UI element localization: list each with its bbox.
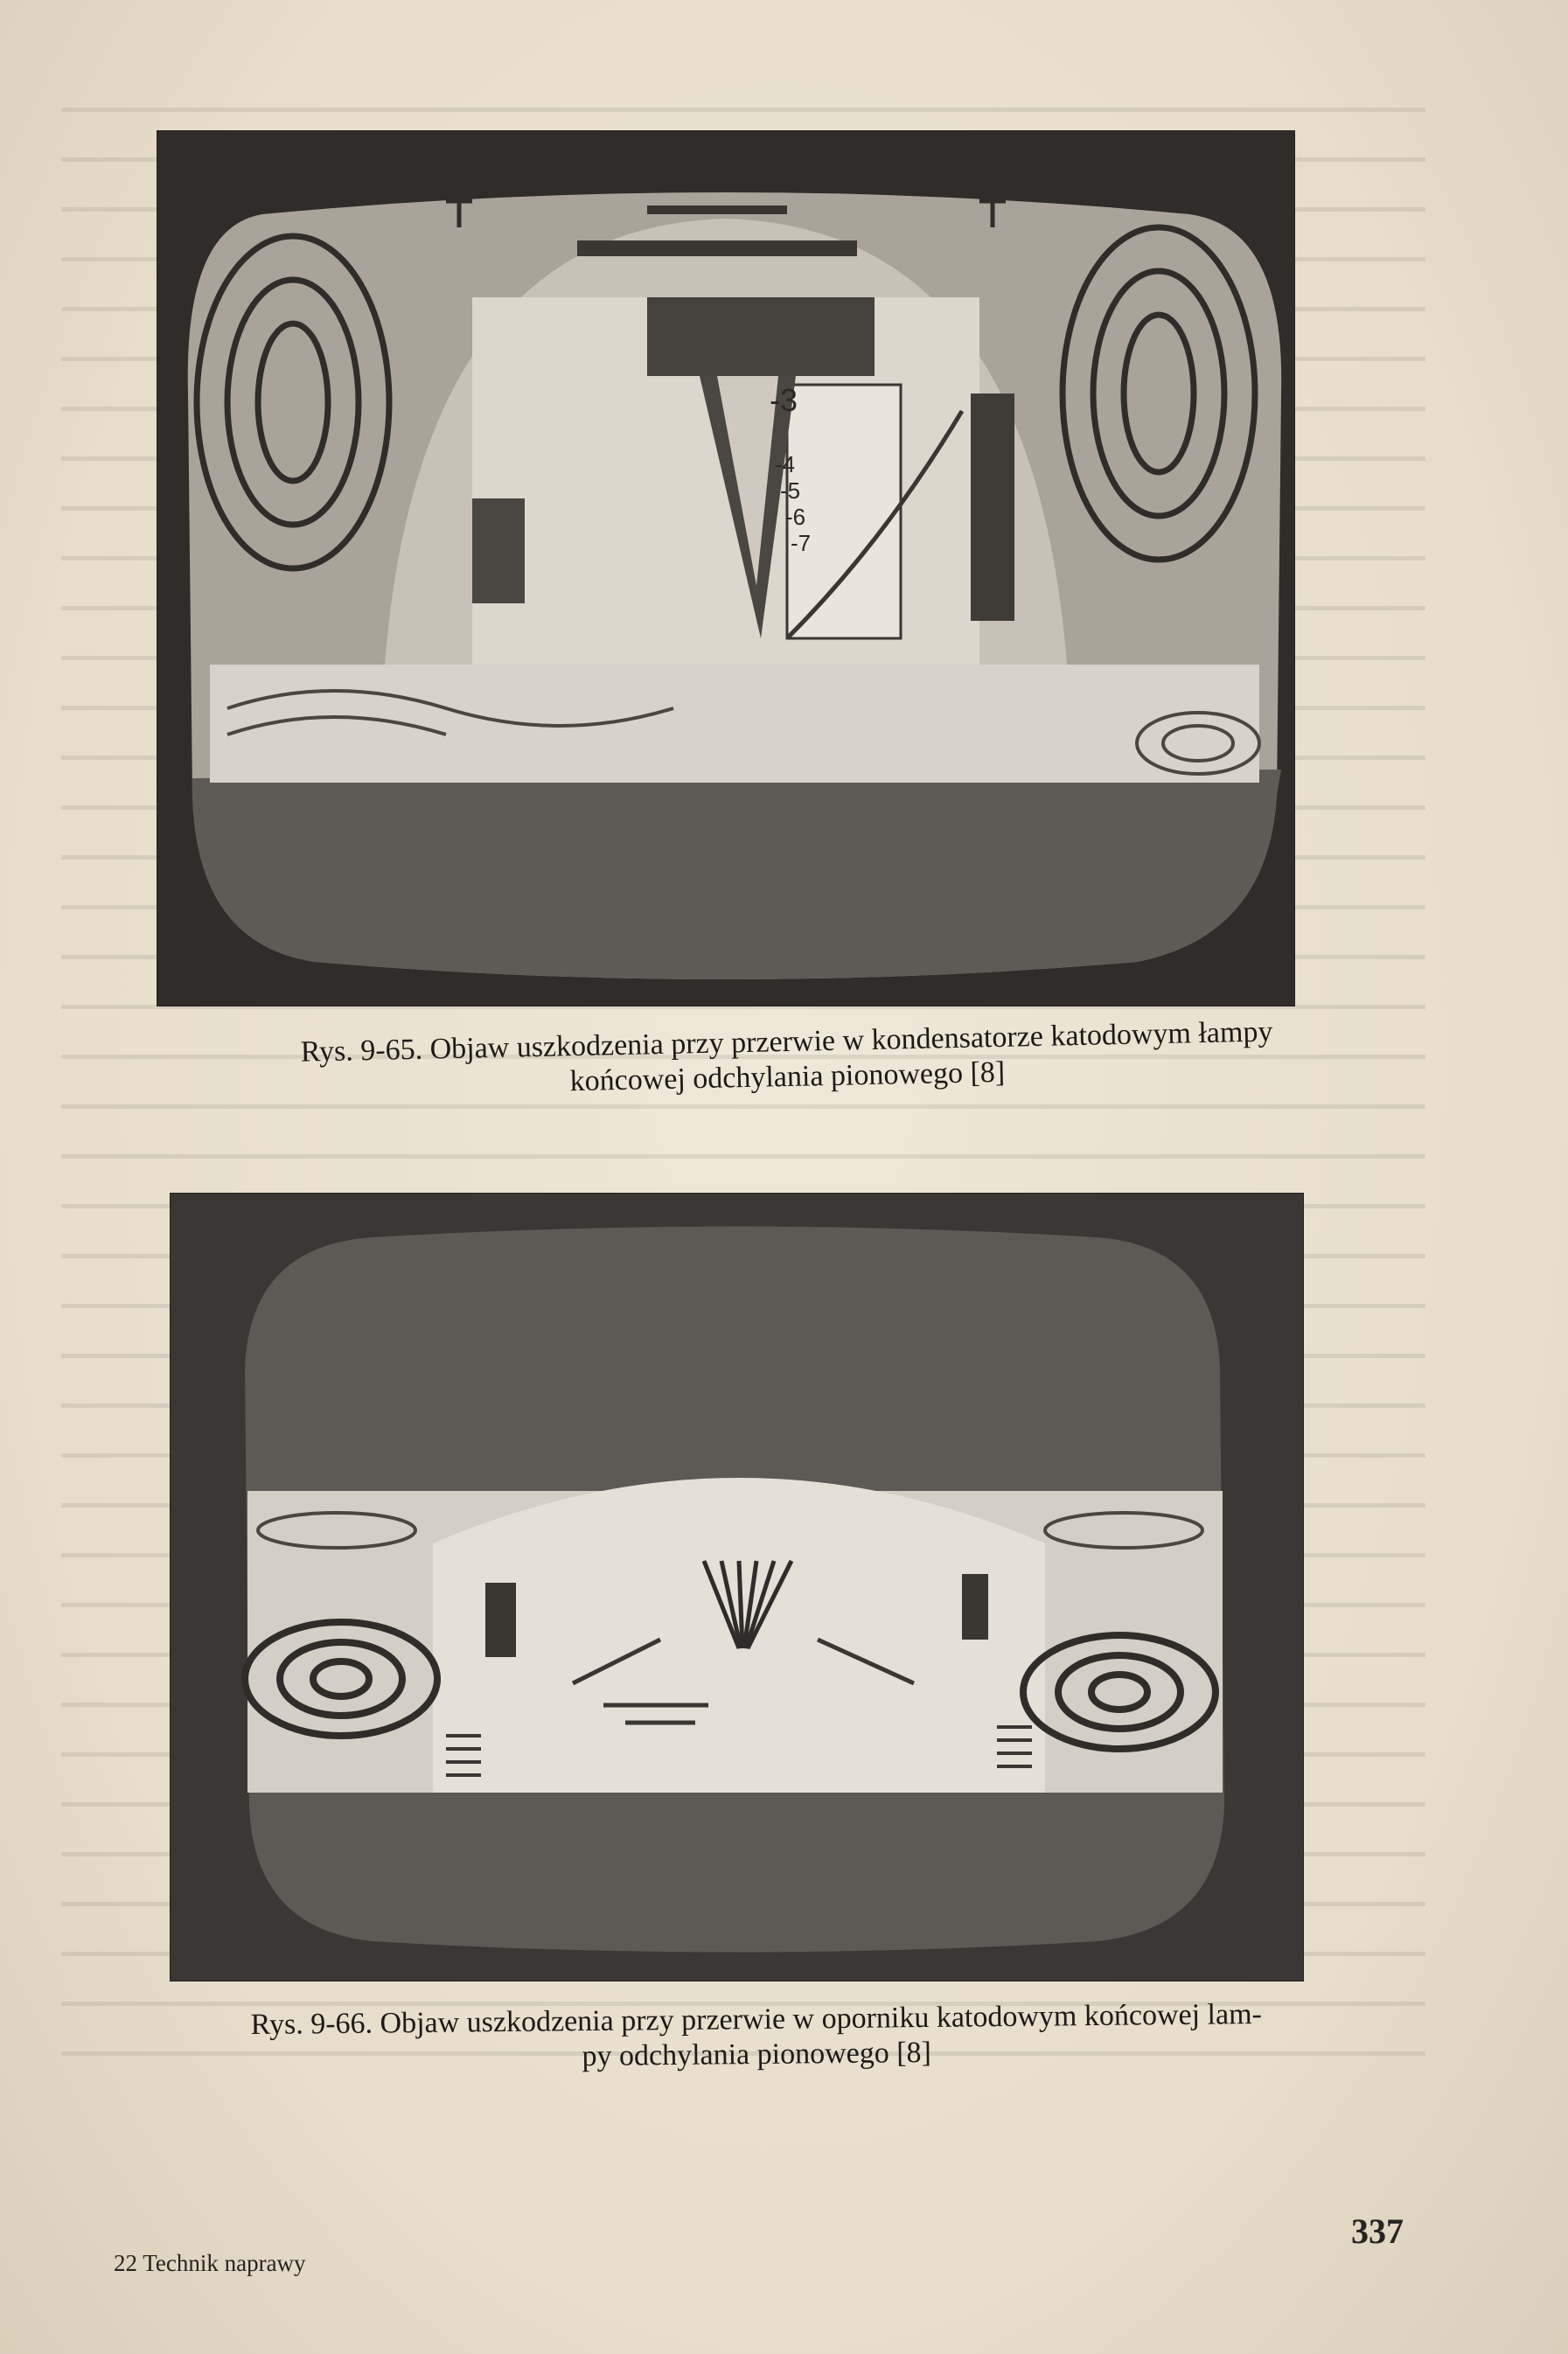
figure-1-photo bbox=[157, 131, 1294, 1006]
footer-signature: 22 Technik naprawy bbox=[114, 2250, 306, 2276]
scale-label-4: -4 bbox=[775, 451, 796, 477]
tv-screen-distorted-test-pattern bbox=[157, 131, 1294, 1006]
figure-1-caption-line-1: Rys. 9-65. Objaw uszkodzenia przy przerwie w kondensatorze katodowym łampy bbox=[300, 1015, 1273, 1069]
figure-2-caption-line-2: py odchylania pionowego [8] bbox=[582, 2036, 932, 2073]
scale-label-3: -3 bbox=[770, 382, 798, 418]
page-number: 337 bbox=[1351, 2211, 1404, 2251]
figure-2-photo bbox=[171, 1194, 1303, 1981]
figure-2-caption-line-1: Rys. 9-66. Objaw uszkodzenia przy przerwie w oporniku katodowym końcowej lam- bbox=[250, 1997, 1263, 2042]
figure-1-caption-line-2: końcowej odchylania pionowego [8] bbox=[569, 1055, 1006, 1098]
scale-label-7: -7 bbox=[791, 530, 812, 556]
figure-2-caption bbox=[96, 1995, 1418, 2079]
scale-label-6: -6 bbox=[785, 504, 806, 530]
tv-screen-compressed-test-pattern bbox=[171, 1194, 1303, 1981]
scale-label-5: -5 bbox=[780, 477, 801, 504]
